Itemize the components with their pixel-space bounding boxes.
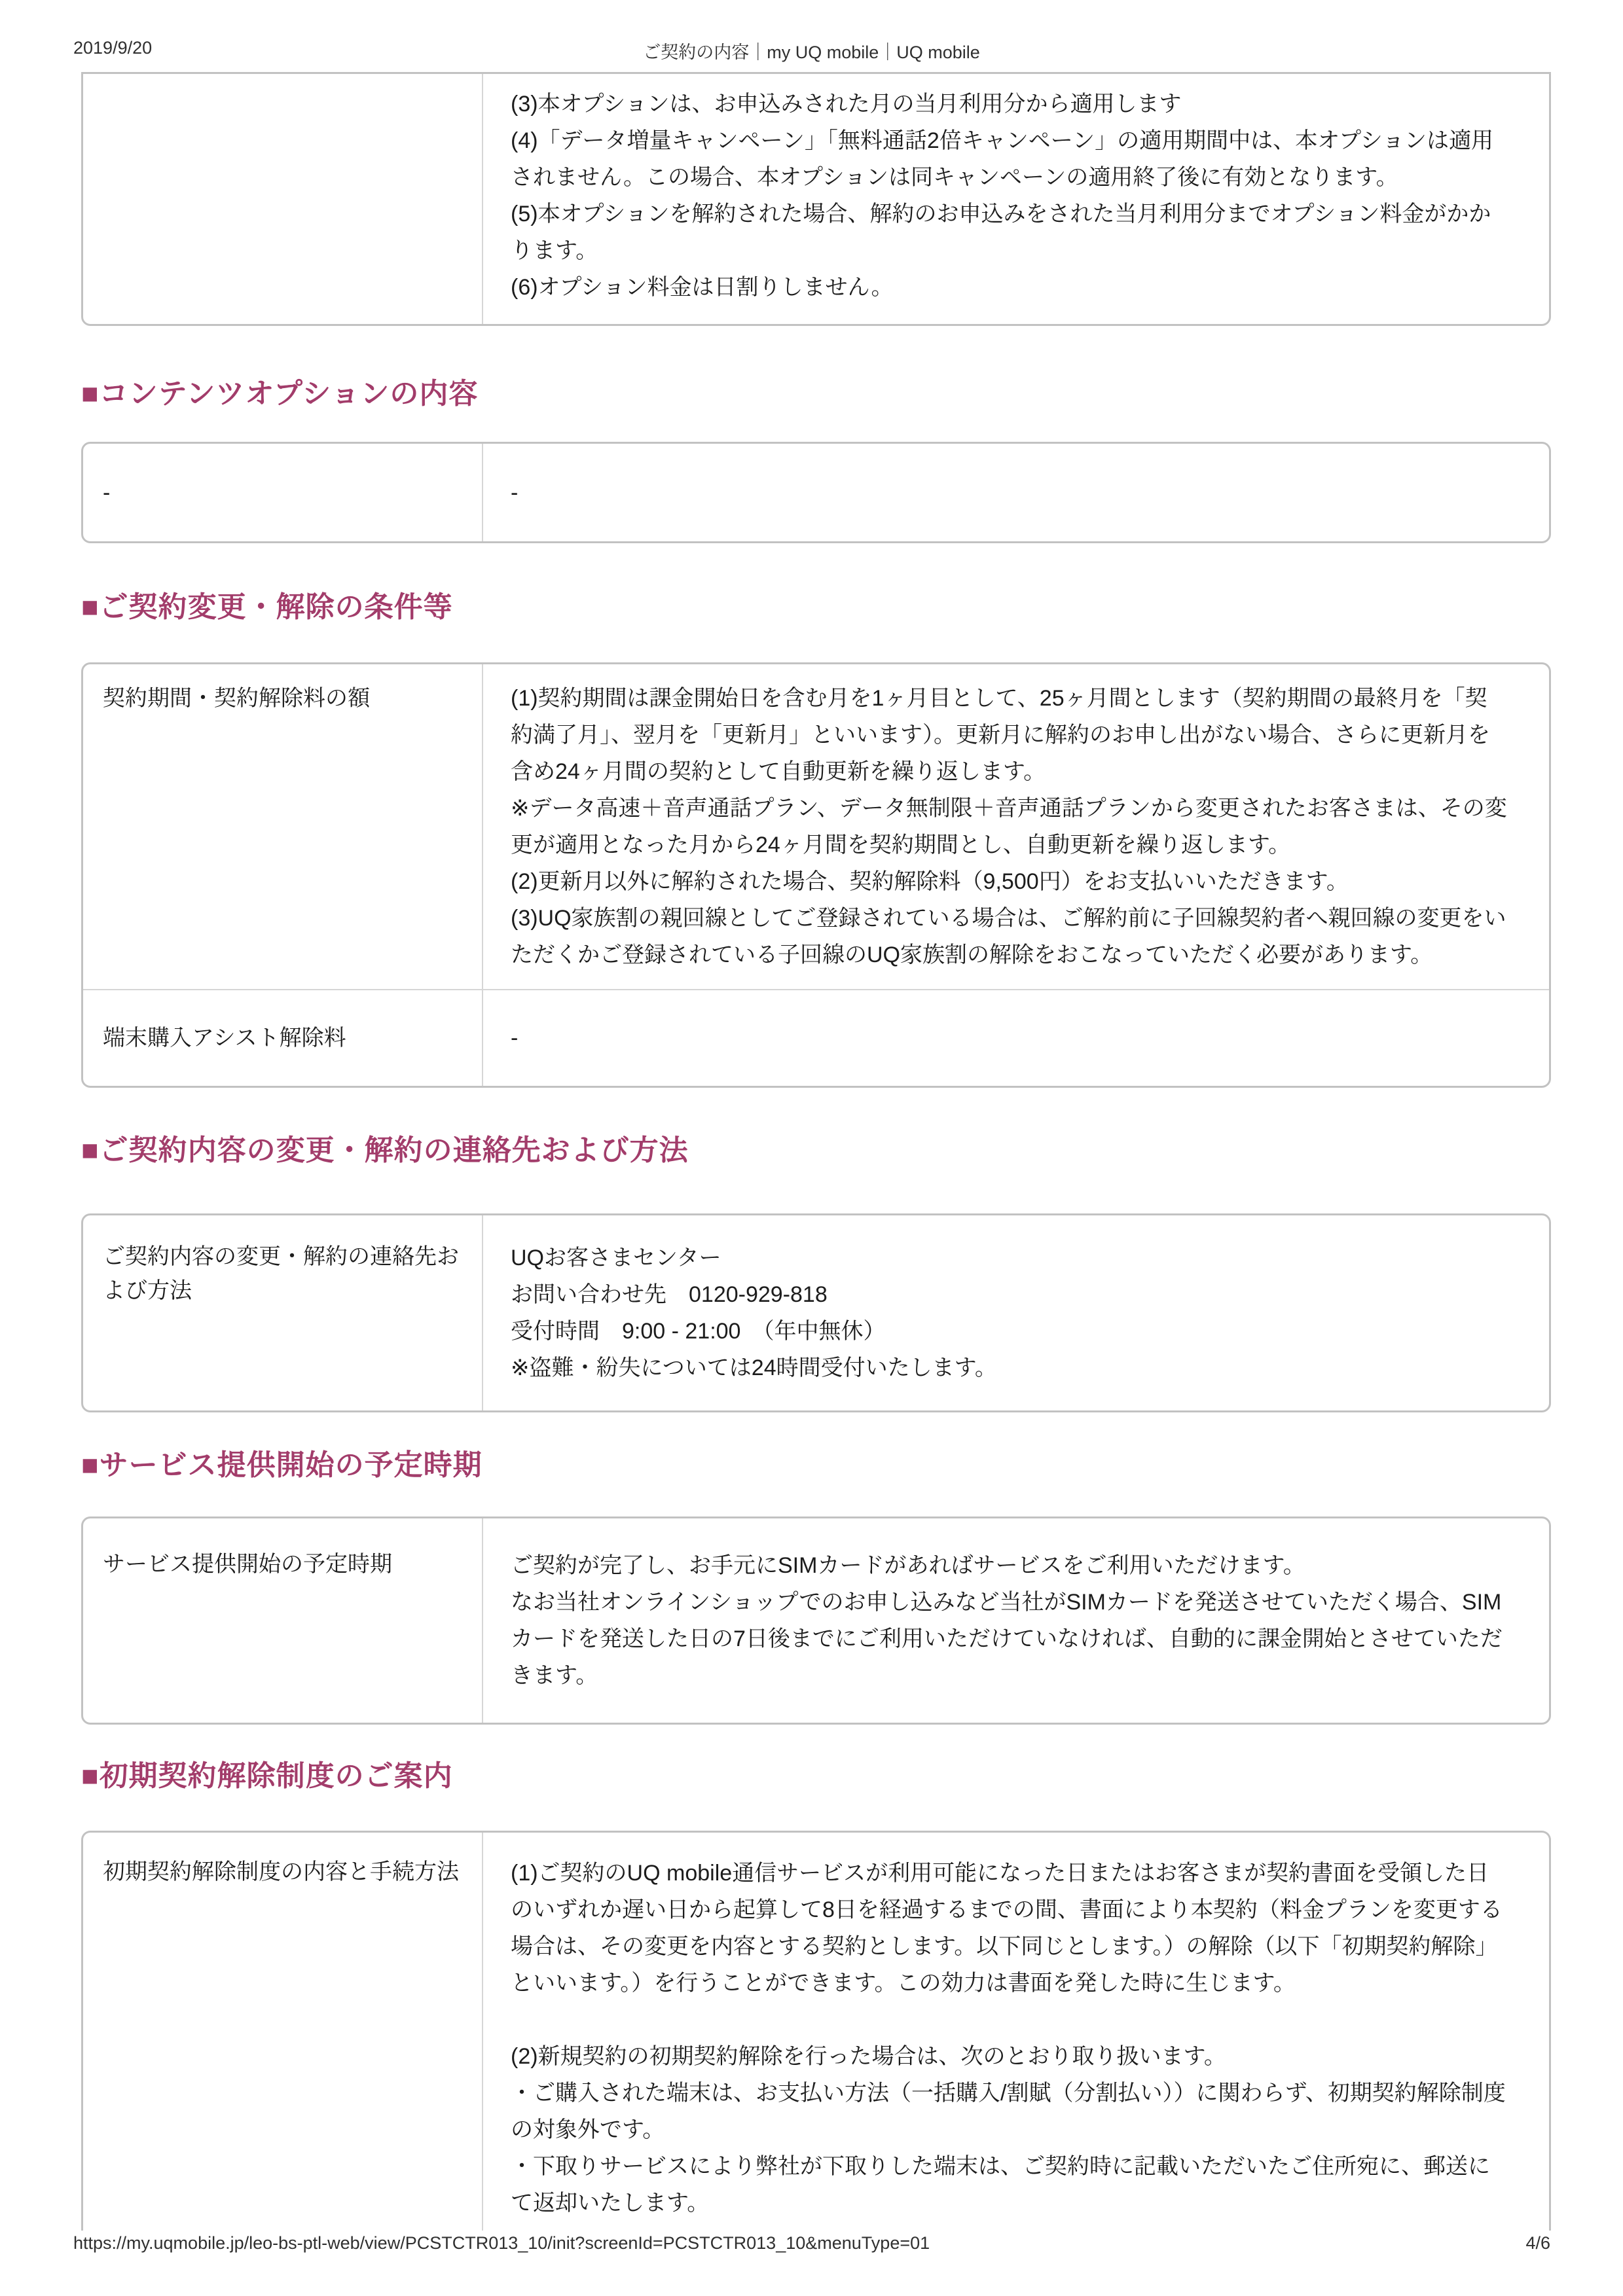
- service-start-table: [81, 1516, 1551, 1725]
- row-content-cell: [482, 664, 1549, 989]
- paragraph: 受付時間 9:00 - 21:00 （年中無休）: [511, 1319, 886, 1344]
- paragraph: ※データ高速＋音声通話プラン、データ無制限＋音声通話プランから変更されたお客さまは、その変更が適用となった月から24ヶ月間を契約期間とし、自動更新を繰り返します。: [511, 796, 1507, 857]
- row-label-cell: サービス提供開始の予定時期: [103, 1552, 392, 1577]
- paragraph: (4)「データ増量キャンペーン」「無料通話2倍キャンペーン」の適用期間中は、本オプションは適用されません。この場合、本オプションは同キャンペーンの適用終了後に有効となります。: [511, 128, 1494, 190]
- paragraph: -: [511, 480, 519, 505]
- paragraph: お問い合わせ先 0120-929-818: [511, 1282, 828, 1307]
- table-row: [83, 1215, 1549, 1410]
- row-label-cell: ご契約内容の変更・解約の連絡先および方法: [103, 1244, 459, 1303]
- paragraph: ・下取りサービスにより弊社が下取りした端末は、ご契約時に記載いただいたご住所宛に、郵送にて返却いたします。: [511, 2154, 1490, 2215]
- paragraph: (1)ご契約のUQ mobile通信サービスが利用可能になった日またはお客さまが契約書面を受領した日のいずれか遅い日から起算して8日を経過するまでの間、書面により本契約（料金プランを変更する場合は、その変更を内容とする契約とします。以下同じとします。）の解除（以下「初期契約解除」といいます。）を行うことができます。この効力は書面を発した時に生じます。: [511, 1861, 1503, 1996]
- row-content-cell: [482, 1833, 1549, 2231]
- paragraph: ※盗難・紛失については24時間受付いたします。: [511, 1355, 997, 1380]
- row-content-cell: [482, 990, 1549, 1086]
- table-row: [83, 1518, 1549, 1723]
- paragraph: なお当社オンラインショップでのお申し込みなど当社がSIMカードを発送させていただく場合、SIMカードを発送した日の7日後までにご利用いただけていなければ、自動的に課金開始とさせていただきます。: [511, 1590, 1503, 1688]
- paragraph: (5)本オプションを解約された場合、解約のお申込みをされた当月利用分までオプション料金がかかります。: [511, 202, 1491, 263]
- table-row: [83, 989, 1549, 1086]
- table-row: [83, 1833, 1549, 2231]
- table-row: [83, 74, 1549, 324]
- footer-url: https://my.uqmobile.jp/leo-bs-ptl-web/view/PCSTCTR013_10/init?screenId=PCSTCTR013_10&menuType=01: [73, 2233, 930, 2253]
- paragraph: -: [511, 1026, 519, 1050]
- paragraph: ・ご購入された端末は、お支払い方法（一括購入/割賦（分割払い））に関わらず、初期契約解除制度の対象外です。: [511, 2081, 1506, 2142]
- paragraph: UQお客さまセンター: [511, 1246, 721, 1270]
- paragraph: (3)UQ家族割の親回線としてご登録されている場合は、ご解約前に子回線契約者へ親回線の変更をいただくかご登録されている子回線のUQ家族割の解除をおこなっていただく必要があります。: [511, 906, 1506, 967]
- paragraph: (1)契約期間は課金開始日を含む月を1ヶ月目として、25ヶ月間とします（契約期間の最終月を「契約満了月」、翌月を「更新月」といいます）。更新月に解約のお申し出がない場合、さらに更新月を含め24ヶ月間の契約として自動更新を繰り返します。: [511, 686, 1490, 784]
- row-content-cell: [482, 1518, 1549, 1723]
- row-content-cell: [482, 74, 1549, 324]
- print-footer: [0, 2233, 1623, 2259]
- row-label-cell: 契約期間・契約解除料の額: [103, 686, 370, 711]
- row-label-cell: 初期契約解除制度の内容と手続方法: [103, 1859, 459, 1884]
- print-date: 2019/9/20: [73, 38, 153, 58]
- contact-method-table: [81, 1213, 1551, 1412]
- row-content-cell: [482, 1215, 1549, 1410]
- table-row: [83, 664, 1549, 989]
- paragraph: (2)新規契約の初期契約解除を行った場合は、次のとおり取り扱います。: [511, 2044, 1226, 2069]
- content-options-table: [81, 442, 1551, 543]
- section-heading-change-cancel-terms: ■ご契約変更・解除の条件等: [81, 591, 453, 623]
- row-label-cell: [83, 74, 482, 324]
- paragraph: (3)本オプションは、お申込みされた月の当月利用分から適用します: [511, 92, 1182, 117]
- page-content: [81, 72, 1551, 2231]
- row-label-cell: -: [103, 480, 111, 505]
- paragraph: (6)オプション料金は日割りしません。: [511, 275, 894, 300]
- paragraph: ご契約が完了し、お手元にSIMカードがあればサービスをご利用いただけます。: [511, 1553, 1305, 1578]
- section-heading-service-start: ■サービス提供開始の予定時期: [81, 1449, 483, 1481]
- row-label-cell: 端末購入アシスト解除料: [103, 1026, 346, 1050]
- change-cancel-terms-table: [81, 662, 1551, 1088]
- initial-cancellation-table: [81, 1831, 1551, 2231]
- paragraph: (2)更新月以外に解約された場合、契約解除料（9,500円）をお支払いいただきます。: [511, 869, 1349, 894]
- section-heading-content-options: ■コンテンツオプションの内容: [81, 378, 479, 410]
- print-header: [0, 38, 1623, 64]
- section-heading-initial-cancellation: ■初期契約解除制度のご案内: [81, 1760, 453, 1792]
- section-heading-contact-method: ■ご契約内容の変更・解約の連絡先および方法: [81, 1134, 689, 1166]
- table-row: [83, 444, 1549, 541]
- options-continuation-table: [81, 72, 1551, 326]
- page-number: 4/6: [1525, 2233, 1550, 2253]
- row-content-cell: [482, 444, 1549, 541]
- print-title: ご契約の内容｜my UQ mobile｜UQ mobile: [643, 43, 980, 62]
